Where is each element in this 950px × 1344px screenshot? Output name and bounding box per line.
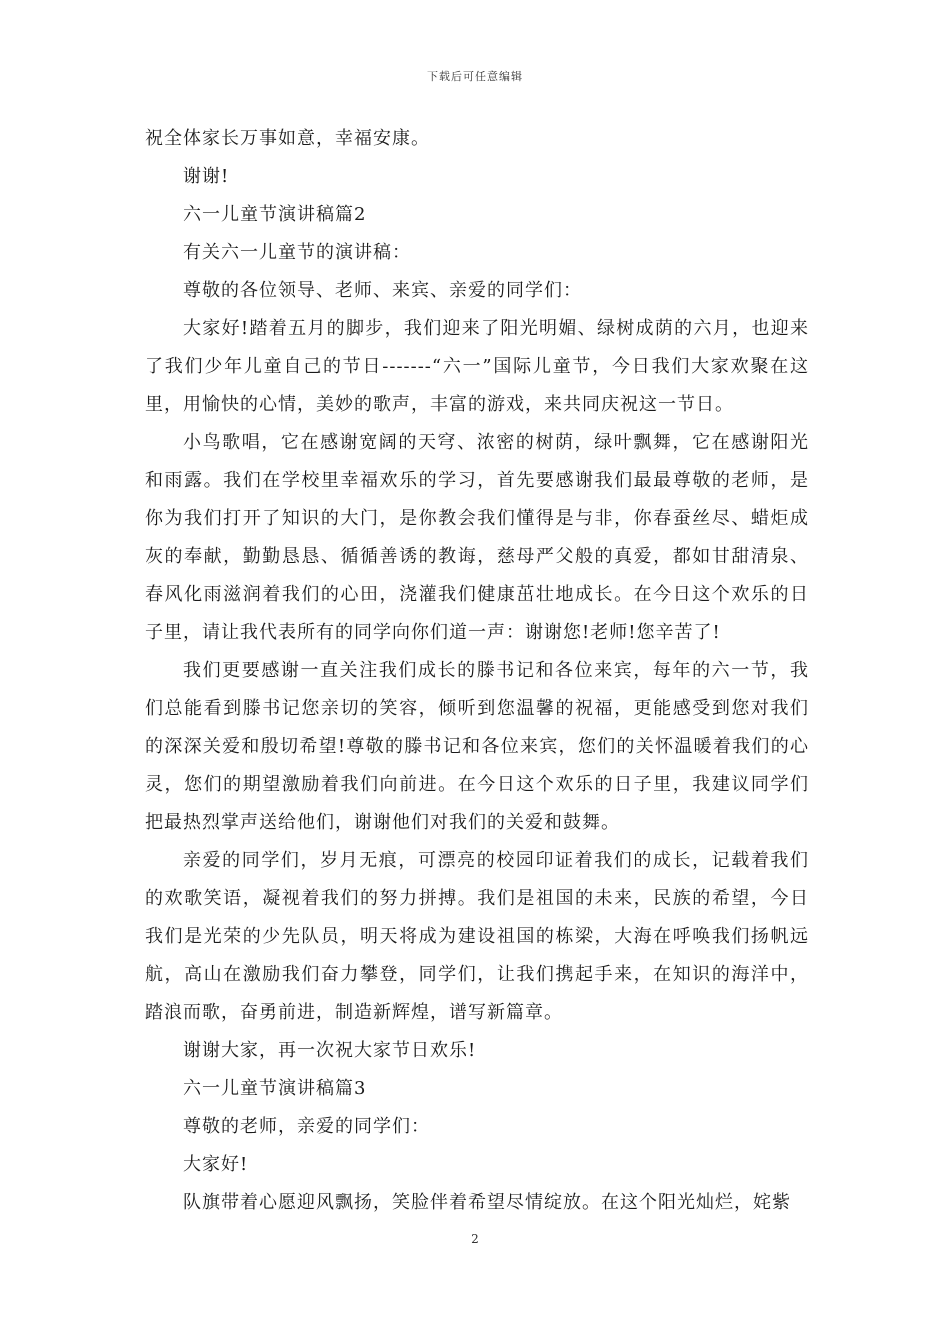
- paragraph-body: 队旗带着心愿迎风飘扬，笑脸伴着希望尽情绽放。在这个阳光灿烂，姹紫: [183, 1192, 791, 1213]
- page-header: 下载后可任意编辑: [427, 70, 523, 83]
- section-title-3: 六一儿童节演讲稿篇3: [183, 1078, 367, 1099]
- paragraph-salutation: 尊敬的老师，亲爱的同学们：: [183, 1116, 430, 1137]
- paragraph-thanks: 谢谢!: [183, 166, 230, 187]
- paragraph-thanks-all: 谢谢大家，再一次祝大家节日欢乐!: [183, 1040, 477, 1061]
- paragraph-body: 亲爱的同学们，岁月无痕，可漂亮的校园印证着我们的成长，记载着我们的欢歌笑语，凝视着我们的努力拼搏。我们是祖国的未来，民族的希望，今日我们是光荣的少先队员，明天将成为建设祖国的栋梁，大海在呼唤我们扬帆远航，高山在激励我们奋力攀登，同学们，让我们携起手来，在知识的海洋中，踏浪而歌，奋勇前进，制造新辉煌，谱写新篇章。: [145, 850, 809, 1023]
- paragraph-body: 大家好!踏着五月的脚步，我们迎来了阳光明媚、绿树成荫的六月，也迎来了我们少年儿童自己的节日-------“六一”国际儿童节，今日我们大家欢聚在这里，用愉快的心情，美妙的歌声，丰富的游戏，来共同庆祝这一节日。: [145, 318, 809, 415]
- paragraph-greeting: 大家好!: [183, 1154, 249, 1175]
- paragraph-body: 我们更要感谢一直关注我们成长的滕书记和各位来宾，每年的六一节，我们总能看到滕书记您亲切的笑容，倾听到您温馨的祝福，更能感受到您对我们的深深关爱和殷切希望!尊敬的滕书记和各位来宾，您们的关怀温暖着我们的心灵，您们的期望激励着我们向前进。在今日这个欢乐的日子里，我建议同学们把最热烈掌声送给他们，谢谢他们对我们的关爱和鼓舞。: [145, 660, 809, 833]
- section-title-2: 六一儿童节演讲稿篇2: [183, 204, 367, 225]
- paragraph-intro: 有关六一儿童节的演讲稿：: [183, 242, 411, 263]
- document-body: [145, 120, 809, 1222]
- page-number: 2: [471, 1232, 479, 1246]
- paragraph-salutation: 尊敬的各位领导、老师、来宾、亲爱的同学们：: [183, 280, 582, 301]
- paragraph-body: 小鸟歌唱，它在感谢宽阔的天穹、浓密的树荫，绿叶飘舞，它在感谢阳光和雨露。我们在学校里幸福欢乐的学习，首先要感谢我们最最尊敬的老师，是你为我们打开了知识的大门，是你教会我们懂得是与非，你春蚕丝尽、蜡炬成灰的奉献，勤勤恳恳、循循善诱的教诲，慈母严父般的真爱，都如甘甜清泉、春风化雨滋润着我们的心田，浇灌我们健康茁壮地成长。在今日这个欢乐的日子里，请让我代表所有的同学向你们道一声：谢谢您!老师!您辛苦了!: [145, 432, 809, 643]
- paragraph-closing-wish: 祝全体家长万事如意，幸福安康。: [145, 128, 430, 149]
